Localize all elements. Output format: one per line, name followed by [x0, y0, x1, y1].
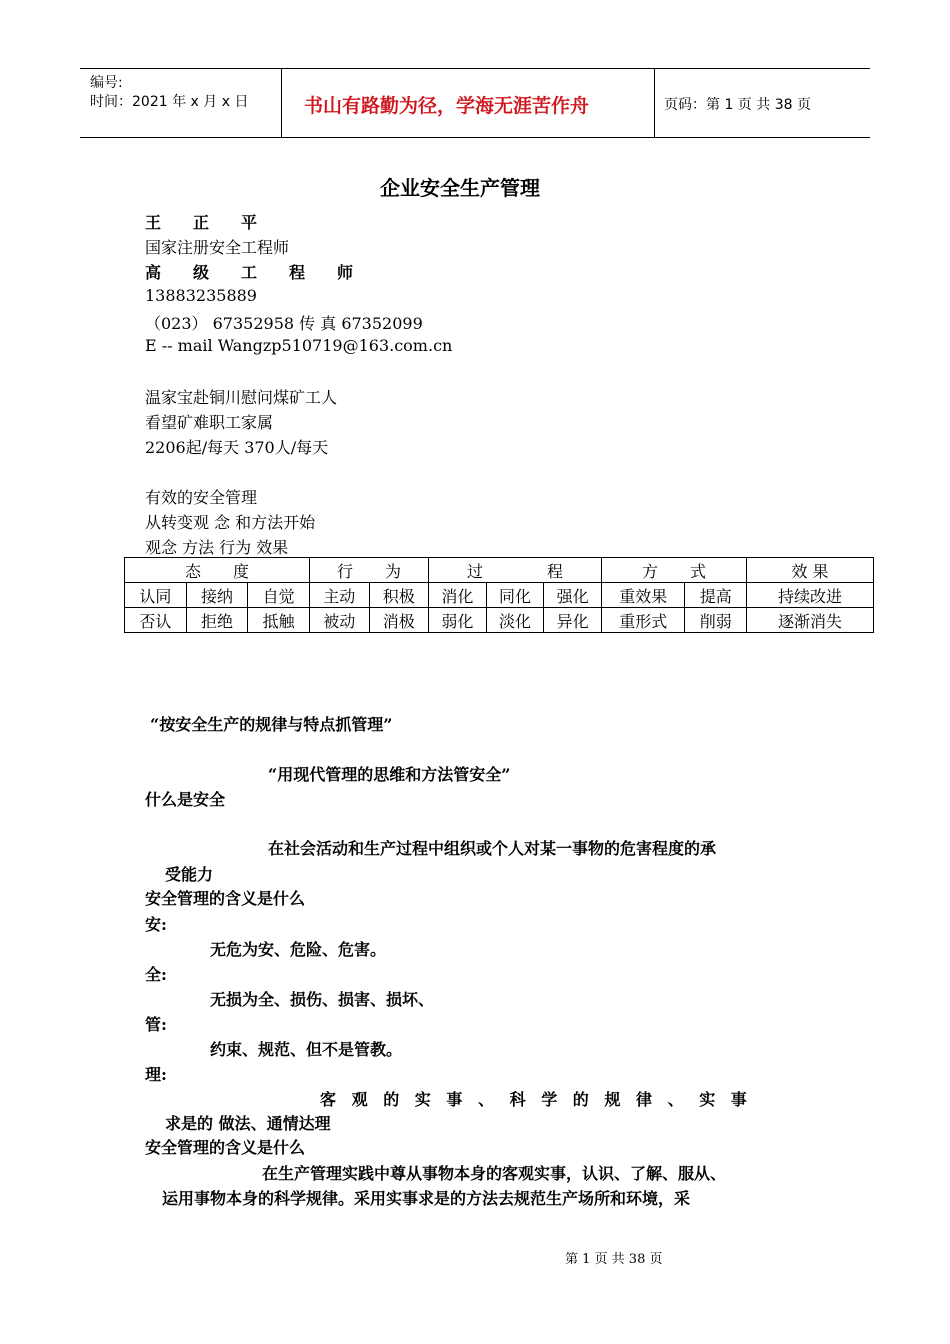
- table-cell: 抵触: [248, 608, 310, 633]
- table-cell: 消极: [369, 608, 429, 633]
- motto: 书山有路勤为径，学海无涯苦作舟: [304, 95, 590, 117]
- table-cell: 自觉: [248, 583, 310, 608]
- table-header-cell: 效 果: [747, 558, 874, 583]
- term-text-quan: 无损为全、损伤、损害、损坏、: [210, 990, 435, 1009]
- author-phone-fax: （023） 67352958 传 真 67352099: [145, 314, 423, 333]
- visit-line: 看望矿难职工家属: [145, 413, 274, 432]
- quote-rules: “按安全生产的规律与特点抓管理”: [150, 715, 393, 734]
- mgmt-line: 有效的安全管理: [145, 488, 258, 507]
- document-title: 企业安全生产管理: [380, 176, 540, 200]
- table-cell: 重效果: [602, 583, 685, 608]
- paragraph-line: 运用事物本身的科学规律。采用实事求是的方法去规范生产场所和环境，采: [162, 1189, 691, 1208]
- table-cell: 认同: [125, 583, 187, 608]
- definition-line: 在社会活动和生产过程中组织或个人对某一事物的危害程度的承: [268, 839, 717, 858]
- table-cell: 否认: [125, 608, 187, 633]
- header-meta-cell: [80, 69, 280, 137]
- term-text-li: 客观的实事、科学的规律、实事: [320, 1090, 763, 1109]
- term-text-guan: 约束、规范、但不是管教。: [210, 1040, 403, 1059]
- table-cell: 持续改进: [747, 583, 874, 608]
- heading-meaning: 安全管理的含义是什么: [145, 889, 306, 908]
- time-label: 时间：2021 年 x 月 x 日: [90, 94, 249, 110]
- page-info: 页码：第 1 页 共 38 页: [664, 97, 811, 113]
- table-cell: 强化: [544, 583, 602, 608]
- term-label-quan: 全:: [145, 965, 167, 984]
- heading-what-is-safety: 什么是安全: [145, 790, 226, 809]
- table-cell: 提高: [685, 583, 747, 608]
- mgmt-line: 从转变观 念 和方法开始: [145, 513, 316, 532]
- page-footer: 第 1 页 共 38 页: [565, 1252, 663, 1267]
- table-cell: 淡化: [486, 608, 544, 633]
- attitude-table: [124, 557, 874, 633]
- visit-line: 温家宝赴铜川慰问煤矿工人: [145, 388, 338, 407]
- table-cell: 同化: [486, 583, 544, 608]
- mgmt-line: 观念 方法 行为 效果: [145, 538, 289, 557]
- author-rank: 高 级 工 程 师: [145, 263, 354, 282]
- table-cell: 拒绝: [186, 608, 248, 633]
- definition-line: 受能力: [165, 865, 214, 884]
- quote-modern: “用现代管理的思维和方法管安全”: [268, 765, 511, 784]
- paragraph-line: 在生产管理实践中尊从事物本身的客观实事，认识、了解、服从、: [262, 1164, 727, 1183]
- table-header-cell: 过 程: [429, 558, 602, 583]
- term-label-guan: 管:: [145, 1015, 167, 1034]
- header-page-cell: [654, 69, 870, 137]
- number-label: 编号:: [90, 75, 123, 91]
- author-name: 王 正 平: [145, 213, 258, 232]
- table-cell: 削弱: [685, 608, 747, 633]
- table-cell: 消化: [429, 583, 487, 608]
- author-email: E -- mail Wangzp510719@163.com.cn: [145, 336, 453, 355]
- table-cell: 逐渐消失: [747, 608, 874, 633]
- author-cert: 国家注册安全工程师: [145, 238, 290, 257]
- term-label-an: 安:: [145, 915, 167, 934]
- heading-meaning-2: 安全管理的含义是什么: [145, 1138, 306, 1157]
- header-motto-cell: [281, 69, 655, 137]
- table-header-cell: 行 为: [310, 558, 429, 583]
- table-cell: 接纳: [186, 583, 248, 608]
- table-cell: 弱化: [429, 608, 487, 633]
- term-label-li: 理:: [145, 1065, 167, 1084]
- visit-line: 2206起/每天 370人/每天: [145, 438, 329, 457]
- table-cell: 积极: [369, 583, 429, 608]
- table-cell: 异化: [544, 608, 602, 633]
- author-mobile: 13883235889: [145, 286, 257, 305]
- table-header-cell: 方 式: [602, 558, 747, 583]
- table-cell: 主动: [310, 583, 370, 608]
- term-text-li-cont: 求是的 做法、通情达理: [165, 1114, 331, 1133]
- table-cell: 被动: [310, 608, 370, 633]
- table-header-row: [125, 558, 874, 583]
- table-row: [125, 608, 874, 633]
- page-header: [80, 68, 870, 138]
- table-row: [125, 583, 874, 608]
- table-header-cell: 态 度: [125, 558, 310, 583]
- table-cell: 重形式: [602, 608, 685, 633]
- term-text-an: 无危为安、危险、危害。: [210, 940, 387, 959]
